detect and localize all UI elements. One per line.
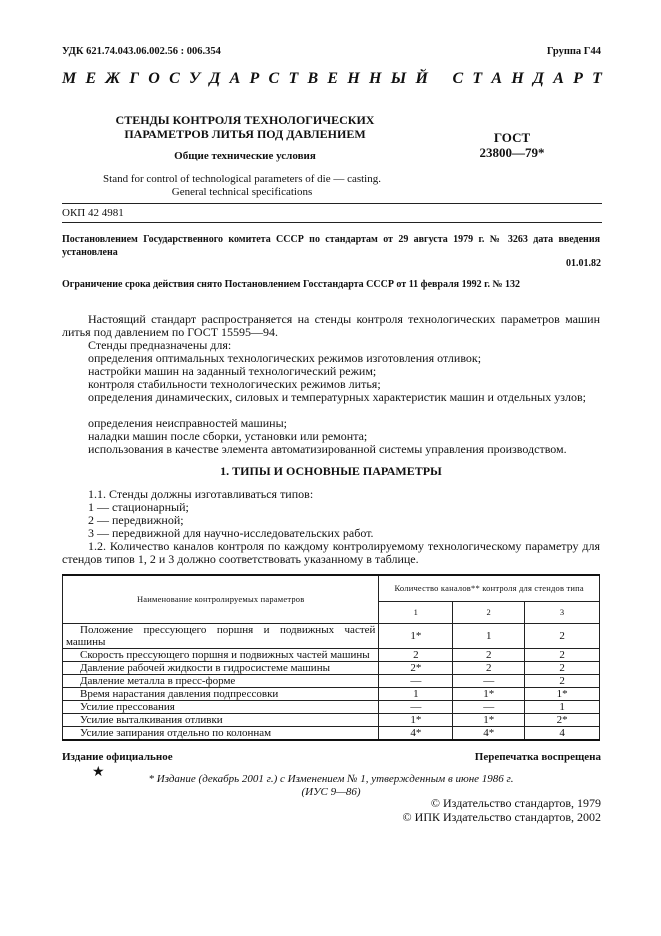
table-cell: 1 bbox=[525, 700, 600, 713]
parameter-name: Время нарастания давления подпрессовки bbox=[63, 687, 379, 700]
parameter-name: Давление рабочей жидкости в гидросистеме машины bbox=[63, 661, 379, 674]
copyright-2002: © ИПК Издательство стандартов, 2002 bbox=[402, 810, 601, 824]
document-subtitle: Общие технические условия bbox=[174, 150, 316, 162]
table-cell: 2 bbox=[525, 648, 600, 661]
table-header-group: Количество каналов** контроля для стендов типа bbox=[379, 575, 600, 601]
banner-letter: Т bbox=[472, 70, 483, 87]
banner-letter: С bbox=[169, 70, 180, 87]
star-icon: ★ bbox=[92, 765, 105, 780]
banner-letter: Р bbox=[249, 70, 260, 87]
table-cell: 4* bbox=[379, 726, 453, 740]
list-item: определения неисправностей машины; bbox=[88, 416, 287, 430]
list-item: контроля стабильности технологических режимов литья; bbox=[88, 377, 381, 391]
table-cell: — bbox=[379, 700, 453, 713]
table-header-type: 1 bbox=[379, 601, 453, 623]
table-cell: 2 bbox=[525, 623, 600, 648]
table-row bbox=[63, 648, 600, 661]
table-row bbox=[63, 661, 600, 674]
table-row bbox=[63, 623, 600, 648]
title-line-1: СТЕНДЫ КОНТРОЛЯ ТЕХНОЛОГИЧЕСКИХ bbox=[115, 113, 375, 127]
intro-purpose: Стенды предназначены для: bbox=[88, 338, 232, 352]
banner-letter: Н bbox=[369, 70, 382, 87]
table-header-type: 2 bbox=[453, 601, 525, 623]
parameter-name: Усилие прессования bbox=[63, 700, 379, 713]
copyright-1979: © Издательство стандартов, 1979 bbox=[430, 796, 601, 810]
banner-letter: Н bbox=[511, 70, 524, 87]
list-item: использования в качестве элемента автоматизированной системы управления производством. bbox=[88, 442, 567, 456]
banner-letter: Т bbox=[288, 70, 299, 87]
table-cell: — bbox=[453, 700, 525, 713]
parameter-name: Положение прессующего поршня и подвижных частей машины bbox=[63, 623, 379, 648]
intro-paragraph: Настоящий стандарт распространяется на стенды контроля технологических параметров машин литья под давлением по ГОСТ 15595—94. bbox=[62, 312, 600, 340]
banner-letter: Р bbox=[573, 70, 583, 87]
decree-text: Постановлением Государственного комитета СССР по стандартам от 29 августа 1979 г. № 3263 дата введения установлена bbox=[62, 234, 600, 258]
banner-letter: Г bbox=[129, 70, 140, 87]
english-title-line-2: General technical specifications bbox=[171, 186, 313, 198]
introduction-date: 01.01.82 bbox=[566, 258, 601, 269]
table-cell: 1* bbox=[379, 623, 453, 648]
list-item: определения динамических, силовых и температурных характеристик машин и отдельных узлов; bbox=[88, 390, 586, 404]
english-title bbox=[62, 173, 422, 199]
banner-letter: А bbox=[553, 70, 564, 87]
parameter-name: Усилие выталкивания отливки bbox=[63, 713, 379, 726]
table-header-name: Наименование контролируемых параметров bbox=[63, 575, 379, 623]
list-item: определения оптимальных технологических режимов изготовления отливок; bbox=[88, 351, 482, 365]
table-cell: 1* bbox=[453, 687, 525, 700]
english-title-line-1: Stand for control of technological parameters of die — casting. bbox=[103, 173, 381, 185]
table-row bbox=[63, 700, 600, 713]
table-row bbox=[63, 726, 600, 740]
document-title bbox=[70, 113, 420, 141]
table-cell: 2* bbox=[379, 661, 453, 674]
table-cell: 1 bbox=[379, 687, 453, 700]
banner-letter: Т bbox=[592, 70, 602, 87]
edition-note-line-2: (ИУС 9—86) bbox=[301, 786, 361, 798]
standard-banner bbox=[62, 70, 602, 88]
banner-letter: О bbox=[148, 70, 160, 87]
banner-letter: Е bbox=[85, 70, 97, 87]
gost-label: ГОСТ bbox=[493, 130, 531, 145]
section-heading: 1. ТИПЫ И ОСНОВНЫЕ ПАРАМЕТРЫ bbox=[220, 464, 442, 478]
list-item: настройки машин на заданный технологический режим; bbox=[88, 364, 377, 378]
table-cell: — bbox=[453, 674, 525, 687]
table-cell: 4 bbox=[525, 726, 600, 740]
parameter-name: Усилие запирания отдельно по колоннам bbox=[63, 726, 379, 740]
gost-number-block bbox=[452, 130, 572, 160]
table-row bbox=[63, 713, 600, 726]
official-edition: Издание официальное bbox=[62, 751, 173, 763]
banner-letter: Д bbox=[533, 70, 544, 87]
table-cell: 2 bbox=[379, 648, 453, 661]
reprint-notice: Перепечатка воспрещена bbox=[474, 751, 601, 763]
banner-letter: М bbox=[62, 70, 77, 87]
table-cell: 2 bbox=[453, 661, 525, 674]
table-cell: 2 bbox=[525, 674, 600, 687]
table-row bbox=[63, 687, 600, 700]
banner-letter: С bbox=[452, 70, 464, 87]
clause-1-1: 1.1. Стенды должны изготавливаться типов: bbox=[88, 487, 314, 501]
parameters-table bbox=[62, 574, 600, 741]
parameter-name: Скорость прессующего поршня и подвижных частей машины bbox=[63, 648, 379, 661]
type-item: 3 — передвижной для научно-исследовательских работ. bbox=[88, 526, 374, 540]
table-cell: 1 bbox=[453, 623, 525, 648]
banner-letter: Е bbox=[327, 70, 339, 87]
banner-letter: Д bbox=[209, 70, 221, 87]
table-cell: 4* bbox=[453, 726, 525, 740]
banner-letter: А bbox=[229, 70, 241, 87]
table-row bbox=[63, 674, 600, 687]
divider bbox=[62, 203, 602, 204]
table-cell: 2 bbox=[525, 661, 600, 674]
table-cell: 1* bbox=[525, 687, 600, 700]
edition-note-line-1: * Издание (декабрь 2001 г.) с Изменением № 1, утвержденным в июне 1986 г. bbox=[148, 773, 514, 785]
type-item: 2 — передвижной; bbox=[88, 513, 184, 527]
banner-letter: В bbox=[307, 70, 319, 87]
type-item: 1 — стационарный; bbox=[88, 500, 189, 514]
table-cell: 2* bbox=[525, 713, 600, 726]
banner-letter: А bbox=[491, 70, 503, 87]
list-item: наладки машин после сборки, установки или ремонта; bbox=[88, 429, 368, 443]
table-cell: — bbox=[379, 674, 453, 687]
banner-letter: Ж bbox=[105, 70, 121, 87]
banner-letter: Н bbox=[347, 70, 360, 87]
udc-code: УДК 621.74.043.06.002.56 : 006.354 bbox=[62, 46, 221, 57]
table-cell: 1* bbox=[379, 713, 453, 726]
banner-letter: Ы bbox=[390, 70, 407, 87]
parameter-name: Давление металла в пресс-форме bbox=[63, 674, 379, 687]
divider bbox=[62, 222, 602, 223]
banner-letter: Й bbox=[415, 70, 428, 87]
banner-letter: У bbox=[189, 70, 201, 87]
group-code: Группа Г44 bbox=[546, 46, 601, 57]
title-line-2: ПАРАМЕТРОВ ЛИТЬЯ ПОД ДАВЛЕНИЕМ bbox=[124, 127, 366, 141]
table-cell: 2 bbox=[453, 648, 525, 661]
clause-1-2: 1.2. Количество каналов контроля по каждому контролируемому технологическому параметру для стендов типов 1, 2 и 3 должно соответствовать указанному в таблице. bbox=[62, 539, 600, 567]
table-cell: 1* bbox=[453, 713, 525, 726]
banner-letter: С bbox=[268, 70, 280, 87]
okp-code: ОКП 42 4981 bbox=[62, 207, 124, 219]
restriction-text: Ограничение срока действия снято Постановлением Госстандарта СССР от 11 февраля 1992 г. № 132 bbox=[62, 279, 521, 290]
gost-number: 23800—79* bbox=[479, 145, 545, 160]
table-header-type: 3 bbox=[525, 601, 600, 623]
